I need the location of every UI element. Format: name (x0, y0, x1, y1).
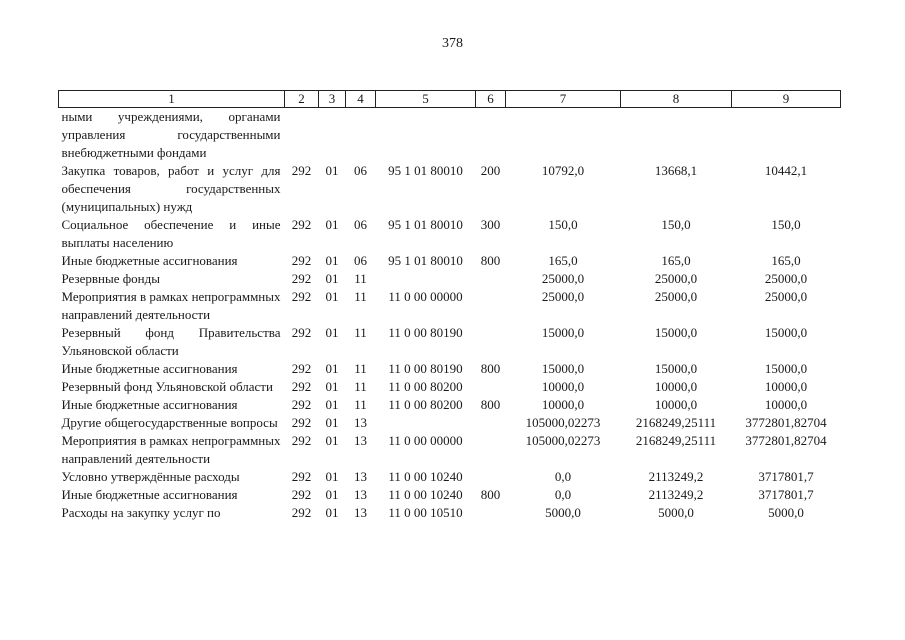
header-col-7: 7 (506, 91, 621, 108)
row-target-article: 11 0 00 80200 (388, 397, 463, 412)
row-amount-col8: 165,0 (661, 253, 691, 268)
row-expense-type (476, 288, 506, 324)
row-section-code: 01 (325, 163, 339, 178)
row-section-code: 01 (325, 397, 339, 412)
row-target-article (376, 414, 476, 432)
row-target-article: 95 1 01 80010 (388, 253, 463, 268)
row-subsection-code: 11 (354, 397, 367, 412)
row-subsection-code: 13 (354, 487, 367, 502)
row-ministry-code: 292 (291, 361, 312, 376)
row-amount-col7: 15000,0 (541, 361, 585, 376)
row-description: Иные бюджетные ассигнования (61, 361, 238, 376)
row-amount-col7: 105000,02273 (525, 433, 601, 448)
row-amount-col8: 13668,1 (654, 163, 698, 178)
row-expense-type: 200 (480, 163, 501, 178)
row-description: Иные бюджетные ассигнования (61, 487, 238, 502)
row-ministry-code: 292 (291, 505, 312, 520)
page-number: 378 (442, 36, 463, 51)
row-ministry-code: 292 (291, 271, 312, 286)
header-col-6: 6 (476, 91, 506, 108)
row-amount-col9: 10000,0 (764, 379, 808, 394)
row-expense-type: 800 (480, 487, 501, 502)
row-amount-col7: 15000,0 (541, 325, 585, 340)
row-section-code: 01 (325, 271, 339, 286)
row-ministry-code: 292 (291, 433, 312, 448)
row-amount-col7: 25000,0 (541, 271, 585, 286)
row-amount-col9: 150,0 (771, 217, 801, 232)
row-subsection-code: 11 (354, 325, 367, 340)
row-amount-col8: 25000,0 (654, 271, 698, 286)
row-amount-col9: 3772801,82704 (745, 433, 827, 448)
row-ministry-code: 292 (291, 163, 312, 178)
row-ministry-code: 292 (291, 289, 312, 304)
row-amount-col8: 2168249,25111 (635, 433, 717, 448)
row-amount-col7: 5000,0 (545, 505, 581, 520)
row-description: Иные бюджетные ассигнования (61, 253, 238, 268)
row-ministry-code (285, 108, 319, 163)
table-row (59, 432, 841, 468)
row-subsection-code: 11 (354, 361, 367, 376)
row-subsection-code: 06 (354, 217, 367, 232)
header-col-3: 3 (319, 91, 346, 108)
row-subsection-code: 13 (354, 433, 367, 448)
row-target-article: 11 0 00 80200 (388, 379, 463, 394)
row-subsection-code: 13 (354, 415, 367, 430)
table-header (59, 91, 841, 108)
row-subsection-code: 11 (354, 289, 367, 304)
row-amount-col8: 5000,0 (658, 505, 694, 520)
table-row (59, 162, 841, 216)
row-ministry-code: 292 (291, 415, 312, 430)
row-expense-type: 800 (480, 397, 501, 412)
row-expense-type (476, 414, 506, 432)
table-row (59, 360, 841, 378)
row-expense-type (476, 468, 506, 486)
row-subsection-code: 13 (354, 469, 367, 484)
row-expense-type: 800 (480, 253, 501, 268)
header-col-8: 8 (621, 91, 732, 108)
row-ministry-code: 292 (291, 379, 312, 394)
row-expense-type: 800 (480, 361, 501, 376)
row-description: Резервный фонд Ульяновской области (61, 379, 273, 394)
row-section-code: 01 (325, 361, 339, 376)
header-col-9: 9 (732, 91, 841, 108)
row-amount-col9: 3717801,7 (758, 469, 814, 484)
row-section-code (319, 108, 346, 163)
row-amount-col8: 150,0 (661, 217, 691, 232)
row-amount-col9: 25000,0 (764, 271, 808, 286)
header-col-1: 1 (59, 91, 285, 108)
row-section-code: 01 (325, 487, 339, 502)
row-ministry-code: 292 (291, 397, 312, 412)
budget-table (58, 90, 841, 522)
header-col-4: 4 (346, 91, 376, 108)
row-subsection-code: 13 (354, 505, 367, 520)
row-expense-type (476, 108, 506, 163)
row-amount-col9: 25000,0 (764, 289, 808, 304)
row-amount-col8: 15000,0 (654, 325, 698, 340)
row-description: Другие общегосударственные вопросы (61, 415, 278, 430)
row-amount-col8: 10000,0 (654, 379, 698, 394)
row-subsection-code: 11 (354, 271, 367, 286)
row-description: Резервный фонд Правительства Ульяновской области (61, 325, 281, 358)
row-section-code: 01 (325, 379, 339, 394)
row-target-article (376, 108, 476, 163)
row-amount-col8 (621, 108, 732, 163)
row-amount-col7: 10000,0 (541, 397, 585, 412)
row-subsection-code: 06 (354, 163, 367, 178)
header-col-2: 2 (285, 91, 319, 108)
row-description: ными учреждениями, органами управления государственными внебюджетными фондами (61, 109, 281, 160)
table-row (59, 504, 841, 522)
table-row (59, 486, 841, 504)
row-expense-type (476, 270, 506, 288)
row-description: Социальное обеспечение и иные выплаты населению (61, 217, 281, 250)
row-description: Условно утверждённые расходы (61, 469, 240, 484)
row-description: Резервные фонды (61, 271, 160, 286)
table-row (59, 252, 841, 270)
table-row (59, 378, 841, 396)
row-amount-col7: 10792,0 (541, 163, 585, 178)
table-row (59, 270, 841, 288)
row-section-code: 01 (325, 325, 339, 340)
row-target-article: 11 0 00 10240 (388, 487, 463, 502)
row-section-code: 01 (325, 433, 339, 448)
row-subsection-code: 11 (354, 379, 367, 394)
row-expense-type (476, 324, 506, 360)
row-amount-col7: 150,0 (548, 217, 578, 232)
table-row (59, 396, 841, 414)
row-amount-col9: 15000,0 (764, 361, 808, 376)
row-section-code: 01 (325, 253, 339, 268)
row-amount-col9: 15000,0 (764, 325, 808, 340)
row-ministry-code: 292 (291, 217, 312, 232)
row-target-article: 11 0 00 00000 (388, 433, 463, 448)
row-ministry-code: 292 (291, 469, 312, 484)
row-amount-col8: 2113249,2 (648, 487, 704, 502)
row-description: Иные бюджетные ассигнования (61, 397, 238, 412)
table-row (59, 468, 841, 486)
row-description: Закупка товаров, работ и услуг для обеспечения государственных (муниципальных) нужд (61, 163, 281, 214)
table-body (59, 108, 841, 523)
row-amount-col9: 3772801,82704 (745, 415, 827, 430)
row-target-article: 11 0 00 10510 (388, 505, 463, 520)
row-amount-col9: 10000,0 (764, 397, 808, 412)
row-ministry-code: 292 (291, 253, 312, 268)
row-amount-col7: 165,0 (548, 253, 578, 268)
row-section-code: 01 (325, 415, 339, 430)
row-expense-type (476, 378, 506, 396)
row-subsection-code (346, 108, 376, 163)
row-section-code: 01 (325, 469, 339, 484)
row-amount-col9 (732, 108, 841, 163)
table-row (59, 216, 841, 252)
row-amount-col9: 3717801,7 (758, 487, 814, 502)
row-expense-type (476, 504, 506, 522)
row-target-article: 11 0 00 80190 (388, 361, 463, 376)
row-target-article (376, 270, 476, 288)
row-amount-col8: 2168249,25111 (635, 415, 717, 430)
table-row (59, 108, 841, 163)
header-row (59, 91, 841, 108)
row-amount-col8: 15000,0 (654, 361, 698, 376)
row-subsection-code: 06 (354, 253, 367, 268)
row-amount-col7: 10000,0 (541, 379, 585, 394)
row-ministry-code: 292 (291, 487, 312, 502)
row-section-code: 01 (325, 289, 339, 304)
row-amount-col9: 165,0 (771, 253, 801, 268)
table-row (59, 288, 841, 324)
row-section-code: 01 (325, 505, 339, 520)
row-expense-type: 300 (480, 217, 501, 232)
row-ministry-code: 292 (291, 325, 312, 340)
table-row (59, 324, 841, 360)
row-target-article: 95 1 01 80010 (388, 163, 463, 178)
row-description: Расходы на закупку услуг по (61, 505, 221, 520)
row-section-code: 01 (325, 217, 339, 232)
row-amount-col7: 0,0 (554, 487, 572, 502)
row-amount-col7: 0,0 (554, 469, 572, 484)
row-description: Мероприятия в рамках непрограммных направлений деятельности (61, 433, 281, 466)
row-expense-type (476, 432, 506, 468)
row-amount-col7 (506, 108, 621, 163)
row-amount-col8: 2113249,2 (648, 469, 704, 484)
table-row (59, 414, 841, 432)
row-description: Мероприятия в рамках непрограммных направлений деятельности (61, 289, 281, 322)
row-target-article: 11 0 00 00000 (388, 289, 463, 304)
row-amount-col7: 25000,0 (541, 289, 585, 304)
row-target-article: 11 0 00 10240 (388, 469, 463, 484)
row-amount-col8: 10000,0 (654, 397, 698, 412)
row-amount-col7: 105000,02273 (525, 415, 601, 430)
row-amount-col9: 10442,1 (764, 163, 808, 178)
header-col-5: 5 (376, 91, 476, 108)
row-target-article: 95 1 01 80010 (388, 217, 463, 232)
row-amount-col9: 5000,0 (768, 505, 804, 520)
row-amount-col8: 25000,0 (654, 289, 698, 304)
row-target-article: 11 0 00 80190 (388, 325, 463, 340)
